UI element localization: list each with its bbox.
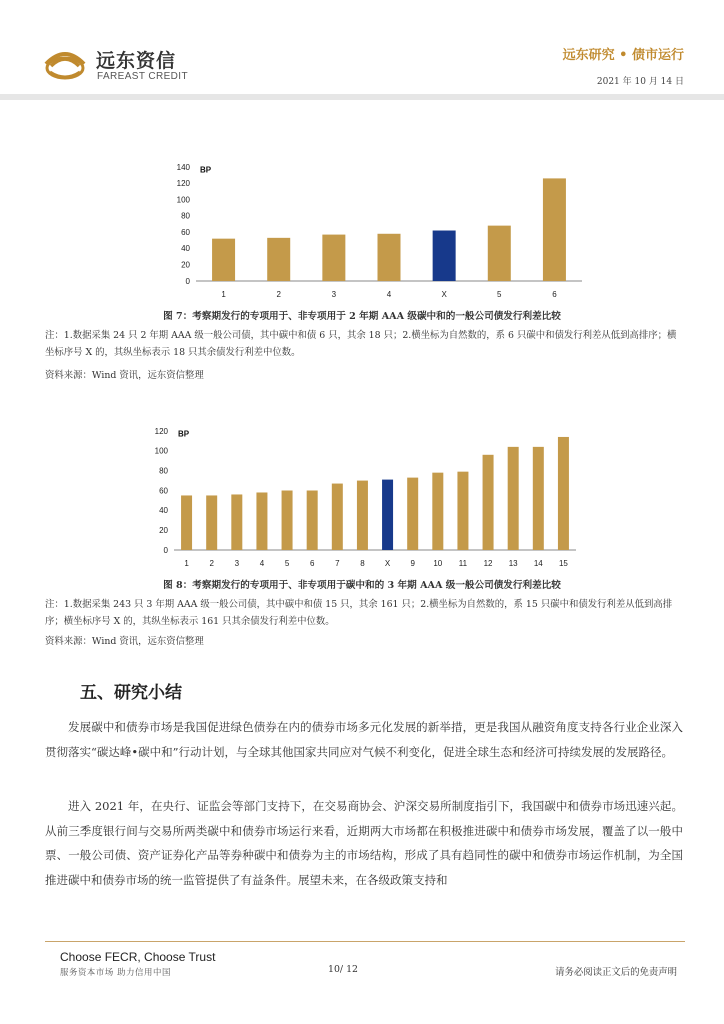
footer-disclaimer: 请务必阅读正文后的免责声明	[555, 967, 677, 978]
bar-median-x	[433, 231, 456, 281]
y-tick-label: 80	[159, 466, 168, 476]
y-tick-label: 80	[181, 211, 190, 221]
y-tick-label: 120	[154, 426, 168, 436]
y-tick-label: 140	[176, 162, 190, 172]
y-tick-label: 20	[181, 260, 190, 270]
page-header	[0, 0, 724, 104]
header-divider	[0, 94, 724, 100]
bar-6	[543, 178, 566, 281]
figure-7-caption: 图 7：考察期发行的专项用于、非专项用于 2 年期 AAA 级碳中和的一般公司债发行利差比较	[163, 311, 561, 322]
footer-slogan: Choose FECR, Choose Trust	[60, 950, 216, 964]
x-tick-label: 11	[458, 559, 468, 568]
y-tick-label: 100	[176, 195, 190, 205]
x-tick-label: 5	[284, 559, 290, 568]
x-tick-label: 7	[335, 559, 340, 568]
x-tick-label: 13	[508, 559, 518, 568]
bar-14	[533, 447, 544, 550]
x-tick-label: X	[384, 559, 391, 568]
bar-3	[231, 494, 242, 550]
bar-3	[322, 235, 345, 281]
x-tick-label: 5	[497, 290, 502, 299]
x-tick-label: 12	[483, 559, 493, 568]
summary-paragraph-2: 进入 2021 年，在央行、证监会等部门支持下，在交易商协会、沪深交易所制度指引下，我国碳中和债券市场迅速兴起。从前三季度银行间与交易所两类碳中和债券市场运行来看，近期两大市场都在积极推进碳中和债券市场发展，覆盖了以一般中票、一般公司债、资产证券化产品等券种碳中和债券为主的市场结构，形成了具有趋同性的碳中和债券市场运作机制，为全国推进碳中和债券市场的统一监管提供了有益条件。展望未来，在各级政策支持和	[45, 799, 683, 887]
y-tick-label: 20	[159, 525, 168, 535]
x-tick-label: 2	[276, 290, 281, 299]
x-tick-label: 9	[410, 559, 415, 568]
report-date: 2021 年 10 月 14 日	[596, 77, 684, 87]
logo-chinese-name: 远东资信	[96, 50, 177, 72]
bar-11	[457, 472, 468, 550]
x-tick-label: 2	[209, 559, 214, 568]
x-tick-label: 1	[184, 559, 189, 568]
bar-9	[407, 478, 418, 550]
y-tick-label: 60	[159, 486, 168, 496]
bar-15	[558, 437, 569, 550]
logo-english-name: FAREAST CREDIT	[97, 71, 188, 82]
y-tick-label: 120	[176, 179, 190, 189]
bar-5	[282, 491, 293, 551]
figure-8-note: 注：1.数据采集 243 只 3 年期 AAA 级一般公司债，其中碳中和债 15 只，其余 161 只；2.横坐标为自然数的，系 15 只碳中和债发行利差从低到高排序；横坐标序号 X 的，其纵坐标表示 161 只其余债发行利差中位数。	[45, 599, 673, 627]
y-tick-label: 40	[181, 244, 190, 254]
bar-4	[256, 492, 267, 550]
footer-divider	[45, 941, 685, 942]
bar-4	[378, 234, 401, 281]
x-tick-label: X	[441, 290, 447, 299]
figure-8-caption: 图 8：考察期发行的专项用于、非专项用于碳中和的 3 年期 AAA 级一般公司债发行利差比较	[163, 580, 561, 591]
bar-2	[267, 238, 290, 281]
x-tick-label: 6	[552, 290, 557, 299]
page-number: 10/ 12	[328, 964, 358, 975]
footer-subslogan: 服务资本市场 助力信用中国	[60, 967, 171, 977]
y-tick-label: 100	[154, 446, 168, 456]
bar-median-x	[382, 480, 393, 550]
summary-paragraph-1: 发展碳中和债券市场是我国促进绿色债券在内的债券市场多元化发展的新举措，更是我国从融资角度支持各行业企业深入贯彻落实“碳达峰•碳中和”行动计划，与全球其他国家共同应对气候不利变化，促进全球生态和经济可持续发展的发展路径。	[45, 720, 683, 759]
x-tick-label: 4	[259, 559, 265, 568]
x-tick-label: 8	[360, 559, 365, 568]
x-tick-label: 3	[234, 559, 240, 568]
bar-5	[488, 226, 511, 281]
y-tick-label: 40	[159, 506, 168, 516]
x-tick-label: 4	[386, 290, 392, 299]
y-tick-label: 0	[163, 545, 168, 555]
bar-2	[206, 495, 217, 550]
bar-12	[483, 455, 494, 550]
report-series-title: 远东研究 • 债市运行	[562, 48, 684, 63]
bar-7	[332, 484, 343, 550]
figure-7-note: 注：1.数据采集 24 只 2 年期 AAA 级一般公司债，其中碳中和债 6 只，其余 18 只；2.横坐标为自然数的，系 6 只碳中和债发行利差从低到高排序；横坐标序号 X 的，其纵坐标表示 18 只其余债发行利差中位数。	[45, 330, 677, 358]
bar-8	[357, 481, 368, 550]
figure-7-source: 资料来源：Wind 资讯，远东资信整理	[45, 370, 204, 381]
bar-13	[508, 447, 519, 550]
x-tick-label: 14	[533, 559, 543, 568]
company-logo	[42, 42, 192, 86]
x-tick-label: 1	[221, 290, 226, 299]
y-axis-unit-label: BP	[200, 165, 212, 175]
bar-6	[307, 491, 318, 551]
x-tick-label: 15	[558, 559, 568, 568]
x-tick-label: 3	[331, 290, 337, 299]
x-tick-label: 6	[309, 559, 315, 568]
y-tick-label: 0	[185, 276, 190, 286]
figure-8-source: 资料来源：Wind 资讯，远东资信整理	[45, 636, 204, 647]
figure-7-bar-chart	[0, 155, 724, 305]
bar-1	[212, 239, 235, 281]
figure-8-bar-chart	[0, 420, 724, 578]
section-title: 五、研究小结	[80, 683, 182, 703]
y-axis-unit-label: BP	[178, 429, 190, 439]
x-tick-label: 10	[433, 559, 443, 568]
bar-10	[432, 473, 443, 550]
bar-1	[181, 495, 192, 550]
fareast-logo-icon	[42, 42, 88, 82]
y-tick-label: 60	[181, 227, 190, 237]
